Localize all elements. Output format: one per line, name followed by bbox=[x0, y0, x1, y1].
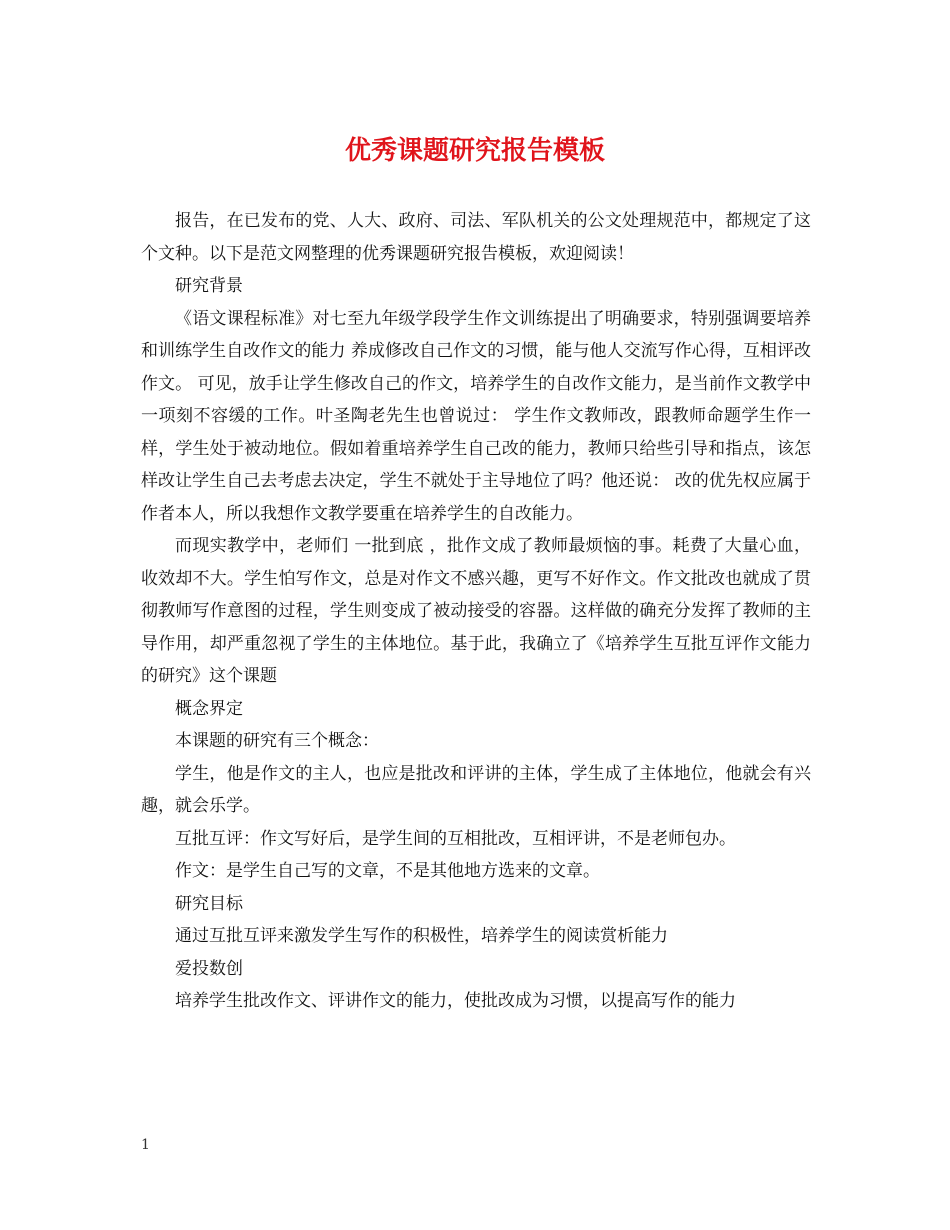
document-title: 优秀课题研究报告模板 bbox=[344, 136, 605, 166]
section-heading-misc: 爱投数创 bbox=[175, 958, 243, 979]
document-body bbox=[141, 205, 811, 1018]
concepts-intro: 本课题的研究有三个概念： bbox=[175, 731, 379, 751]
background-paragraph-2: 而现实教学中，老师们 一批到底 ，批作文成了教师最烦恼的事。耗费了大量心血，收效却不大。学生怕写作文，总是对作文不感兴趣，更写不好作文。作文批改也就成了贯彻教师写作意图的过程，学生则变成了被动接受的容器。这样做的确充分发挥了教师的主导作用，却严重忽视了学生的主体地位。基于此，我确立了《培养学生互批互评作文能力的研究》这个课题 bbox=[141, 536, 811, 686]
section-heading-concepts: 概念界定 bbox=[175, 698, 243, 719]
section-heading-goals: 研究目标 bbox=[175, 893, 243, 914]
concept-student: 学生，他是作文的主人，也应是批改和评讲的主体，学生成了主体地位，他就会有兴趣，就会乐学。 bbox=[141, 763, 811, 816]
goal-paragraph-1: 通过互批互评来激发学生写作的积极性，培养学生的阅读赏析能力 bbox=[175, 926, 668, 946]
background-paragraph-1: 《语文课程标准》对七至九年级学段学生作文训练提出了明确要求，特别强调要培养和训练学生自改作文的能力 养成修改自己作文的习惯，能与他人交流写作心得，互相评改作文。 可见，放手让学生修改自己的作文，培养学生的自改作文能力，是当前作文教学中一项刻不容缓的工作。叶圣陶老先生也曾说过： 学生作文教师改，跟教师命题学生作一样，学生处于被动地位。假如着重培养学生自己改的能力，教师只给些引导和指点，该怎样改让学生自己去考虑去决定，学生不就处于主导地位了吗？他还说： 改的优先权应属于作者本人，所以我想作文教学要重在培养学生的自改能力。 bbox=[141, 308, 811, 524]
goal-paragraph-2: 培养学生批改作文、评讲作文的能力，使批改成为习惯，以提高写作的能力 bbox=[175, 991, 736, 1011]
concept-peer-review: 互批互评：作文写好后，是学生间的互相批改，互相评讲，不是老师包办。 bbox=[175, 828, 736, 849]
section-heading-background: 研究背景 bbox=[175, 276, 243, 296]
concept-composition: 作文：是学生自己写的文章，不是其他地方选来的文章。 bbox=[175, 861, 600, 881]
page-number: 1 bbox=[141, 1137, 150, 1153]
intro-paragraph: 报告，在已发布的党、人大、政府、司法、军队机关的公文处理规范中，都规定了这个文种。以下是范文网整理的优秀课题研究报告模板，欢迎阅读！ bbox=[141, 211, 811, 264]
